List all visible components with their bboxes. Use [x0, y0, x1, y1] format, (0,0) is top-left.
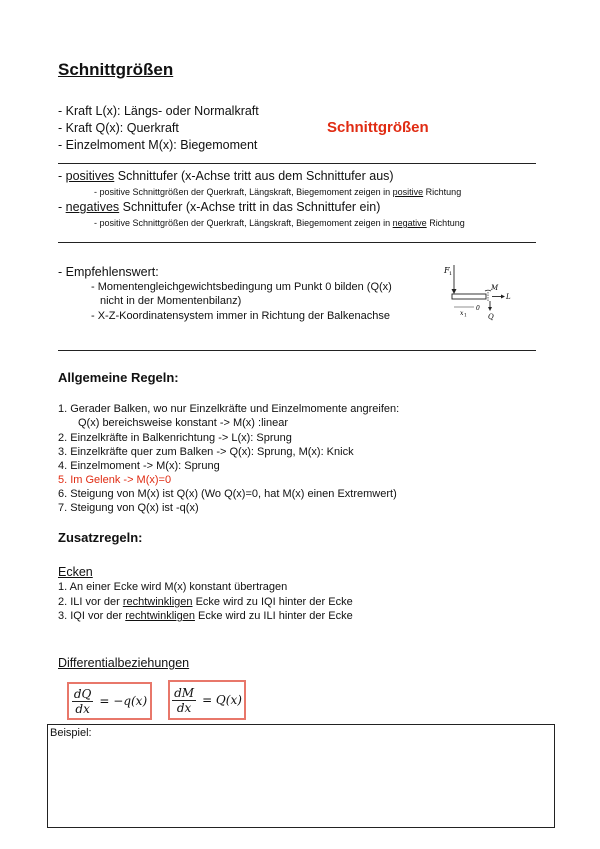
length-arrowhead [501, 295, 505, 299]
corners-subheading: Ecken [58, 565, 93, 579]
recommended-label: - Empfehlenswert: [58, 265, 159, 279]
corner-rule-2-word: rechtwinkligen [122, 596, 193, 608]
differential-heading: Differentialbeziehungen [58, 656, 190, 670]
formula-2-fraction [172, 686, 196, 715]
positive-sub-word: positive [392, 187, 424, 197]
intro-line-3: - Einzelmoment M(x): Biegemoment [58, 138, 258, 152]
general-rule-4: 4. Einzelmoment -> M(x): Sprung [58, 460, 220, 472]
shear-label: Q [488, 313, 494, 321]
recommended-item-1-cont: nicht in der Momentenbilanz) [100, 295, 242, 307]
negative-prefix: - [58, 200, 66, 214]
general-rule-1-cont: Q(x) bereichsweise konstant -> M(x) :linear [78, 417, 288, 429]
general-rule-6: 6. Steigung von M(x) ist Q(x) (Wo Q(x)=0, hat M(x) einen Extremwert) [58, 488, 397, 500]
extra-rules-heading: Zusatzregeln: [58, 530, 143, 545]
negative-cut-sub [94, 218, 465, 228]
force-sub-label: 1 [449, 271, 453, 277]
divider-1 [58, 163, 536, 164]
positive-word: positives [65, 169, 115, 183]
beam-diagram [440, 263, 520, 323]
origin-label: 0 [476, 305, 480, 312]
formula-moment-shear [168, 680, 246, 720]
general-rules-heading: Allgemeine Regeln: [58, 370, 179, 385]
force-label: F [444, 266, 450, 275]
formula-1-fraction [72, 687, 94, 716]
negative-sub-pre: - positive Schnittgrößen der Querkraft, Längskraft, Biegemoment zeigen in [94, 218, 393, 228]
side-title: Schnittgrößen [327, 119, 429, 136]
negative-rest: Schnittufer (x-Achse tritt in das Schnittufer ein) [119, 200, 381, 214]
divider-3 [58, 350, 536, 351]
formula-1-numerator: dQ [73, 686, 92, 701]
positive-rest: Schnittufer (x-Achse tritt aus dem Schnittufer aus) [114, 169, 394, 183]
general-rule-5: 5. Im Gelenk -> M(x)=0 [58, 474, 172, 486]
intro-line-1: - Kraft L(x): Längs- oder Normalkraft [58, 104, 259, 118]
general-rule-3: 3. Einzelkräfte quer zum Balken -> Q(x): Sprung, M(x): Knick [58, 446, 354, 458]
positive-cut-line [58, 169, 394, 183]
formula-1-denominator: dx [75, 701, 90, 716]
corner-rule-3-pre: 3. IQI vor der [58, 610, 126, 622]
general-rule-1: 1. Gerader Balken, wo nur Einzelkräfte und Einzelmomente angreifen: [58, 403, 400, 415]
positive-cut-sub [94, 187, 461, 197]
example-label: Beispiel: [50, 727, 92, 739]
corner-rule-3-word: rechtwinkligen [125, 610, 195, 622]
intro-line-2: - Kraft Q(x): Querkraft [58, 121, 179, 135]
x-dimension-sub: 1 [464, 313, 467, 319]
divider-2 [58, 242, 536, 243]
formula-2-denominator: dx [176, 700, 192, 715]
corner-rule-3 [58, 610, 353, 622]
negative-cut-line [58, 200, 380, 214]
negative-sub-post: Richtung [426, 218, 465, 228]
example-box [47, 724, 555, 828]
recommended-item-2: - X-Z-Koordinatensystem immer in Richtung der Balkenachse [91, 310, 390, 322]
positive-sub-pre: - positive Schnittgrößen der Querkraft, Längskraft, Biegemoment zeigen in [94, 187, 393, 197]
corner-rule-2-post: Ecke wird zu IQI hinter der Ecke [192, 596, 353, 608]
formula-1-rhs: = −q(x) [99, 694, 148, 708]
formula-shear-load [67, 682, 152, 720]
moment-label: M [491, 284, 499, 292]
general-rule-7: 7. Steigung von Q(x) ist -q(x) [58, 502, 199, 514]
positive-prefix: - [58, 169, 66, 183]
x-dimension-label: x [460, 310, 464, 317]
corner-rule-2-pre: 2. ILI vor der [58, 596, 123, 608]
shear-arrowhead [488, 307, 492, 311]
corner-rule-1: 1. An einer Ecke wird M(x) konstant übertragen [58, 581, 288, 593]
formula-2-rhs: = Q(x) [202, 693, 242, 707]
negative-sub-word: negative [392, 218, 427, 228]
beam-body [452, 294, 486, 299]
positive-sub-post: Richtung [423, 187, 462, 197]
corner-rule-2 [58, 596, 353, 608]
general-rule-2: 2. Einzelkräfte in Balkenrichtung -> L(x): Sprung [58, 432, 292, 444]
recommended-item-1: - Momentengleichgewichtsbedingung um Punkt 0 bilden (Q(x) [91, 281, 392, 293]
negative-word: negatives [65, 200, 120, 214]
corner-rule-3-post: Ecke wird zu ILI hinter der Ecke [194, 610, 353, 622]
length-label: L [506, 293, 511, 301]
force-arrowhead [452, 289, 457, 294]
page-title: Schnittgrößen [58, 60, 174, 79]
formula-2-numerator: dM [174, 685, 195, 700]
